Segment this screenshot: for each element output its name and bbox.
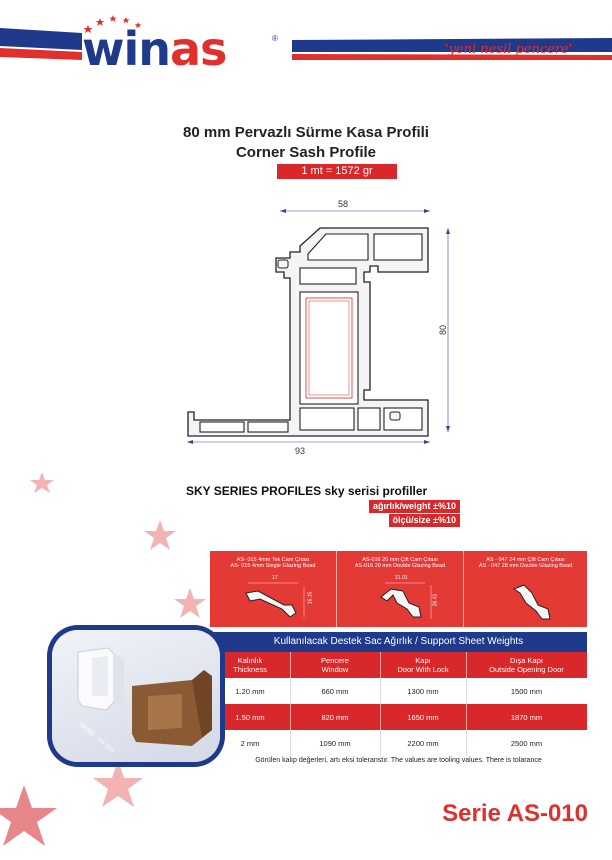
header-outside-door	[466, 652, 587, 678]
dim-width-label: 58	[338, 199, 349, 209]
bead-1-dim-a: 17	[272, 575, 278, 581]
header-door-lock	[380, 652, 467, 678]
weight-badge: 1 mt = 1572 gr	[277, 164, 397, 179]
header-outside-tr: Dışa Kapı	[510, 656, 543, 665]
bead-2-dim-b: 26.41	[432, 593, 439, 607]
weight-tolerance-badge: ağırlık/weight ±%10	[369, 500, 460, 513]
header-window-tr: Pencere	[321, 656, 349, 665]
table-cell: 1500 mm	[510, 686, 543, 696]
table-cell: 2 mm	[210, 730, 291, 756]
brand-logo[interactable]	[82, 22, 227, 76]
header-window	[290, 652, 381, 678]
registered-mark: ®	[272, 34, 278, 43]
sky-series-title: SKY SERIES PROFILES sky serisi profiller	[186, 484, 428, 498]
serie-label: Serie AS-010	[442, 800, 588, 827]
table-cell: 1090 mm	[290, 730, 381, 756]
profile-photo-illustration	[52, 630, 220, 762]
support-table-header-row	[210, 652, 587, 678]
dim-height-label: 80	[438, 324, 449, 336]
table-row	[210, 704, 587, 730]
header-door-en: Door With Lock	[397, 665, 449, 674]
table-row	[210, 678, 587, 704]
product-photo	[52, 630, 220, 762]
bead-1-dim-b: 16.15	[307, 591, 314, 605]
bead-1-line1: AS- 015 4mm Tek Cam Çıtası	[236, 557, 310, 563]
table-cell: 2200 mm	[380, 730, 467, 756]
bead-2-line1: AS-016 20 mm Çift Cam Çıtası	[362, 557, 438, 563]
table-cell: 660 mm	[290, 678, 381, 704]
bead-panel-3	[464, 551, 587, 627]
table-cell: 1870 mm	[510, 712, 543, 722]
slogan: 'yeni nesil pencere'	[445, 42, 573, 57]
header-thickness-tr: Kalınlık	[237, 656, 263, 665]
header-door-tr: Kapı	[415, 656, 431, 665]
header-thickness	[210, 652, 291, 678]
size-tolerance-badge: ölçü/size ±%10	[389, 514, 460, 527]
product-title-en: Corner Sash Profile	[235, 144, 377, 161]
logo-accent: as	[170, 22, 227, 76]
table-cell: 1.20 mm	[210, 678, 291, 704]
bead-3-line2: AS - 047 28 mm Double Glazing Bead	[478, 563, 573, 569]
header-window-en: Window	[321, 665, 349, 674]
bead-2-line2: AS-016 20 mm Double Glazing Bead	[354, 563, 446, 569]
tolerance-footnote: Görülen kalıp değerleri, artı eksi toleranstır. The values are tooling values. There is tolarance	[255, 757, 542, 764]
bead-3-line1: AS - 047 24 mm Çift Cam Çıtası	[486, 557, 565, 563]
header-thickness-en: Thickness	[233, 665, 267, 674]
bead-panel-1	[210, 551, 337, 627]
bead-3-drawing	[494, 575, 574, 625]
logo-main: win	[82, 22, 171, 76]
dim-bottom-label: 93	[295, 446, 306, 456]
bead-2-dim-a: 21.01	[395, 575, 408, 581]
table-cell: 1650 mm	[380, 704, 467, 730]
support-table-title: Kullanılacak Destek Sac Ağırlık / Support Sheet Weights	[210, 632, 587, 652]
table-cell: 820 mm	[290, 704, 381, 730]
photo-label: SERIE - AS 010	[78, 722, 115, 755]
table-cell: 1.50 mm	[210, 704, 291, 730]
table-cell: 2500 mm	[510, 738, 543, 748]
bead-1-line2: AS- 015 4mm Single Glazing Bead	[230, 563, 316, 569]
product-title-tr: 80 mm Pervazlı Sürme Kasa Profili	[183, 124, 429, 141]
table-cell: 1300 mm	[380, 678, 467, 704]
header-outside-en: Outside Opening Door	[489, 665, 564, 674]
profile-drawing	[180, 200, 470, 460]
table-row	[210, 730, 587, 756]
bead-panel-2	[337, 551, 464, 627]
